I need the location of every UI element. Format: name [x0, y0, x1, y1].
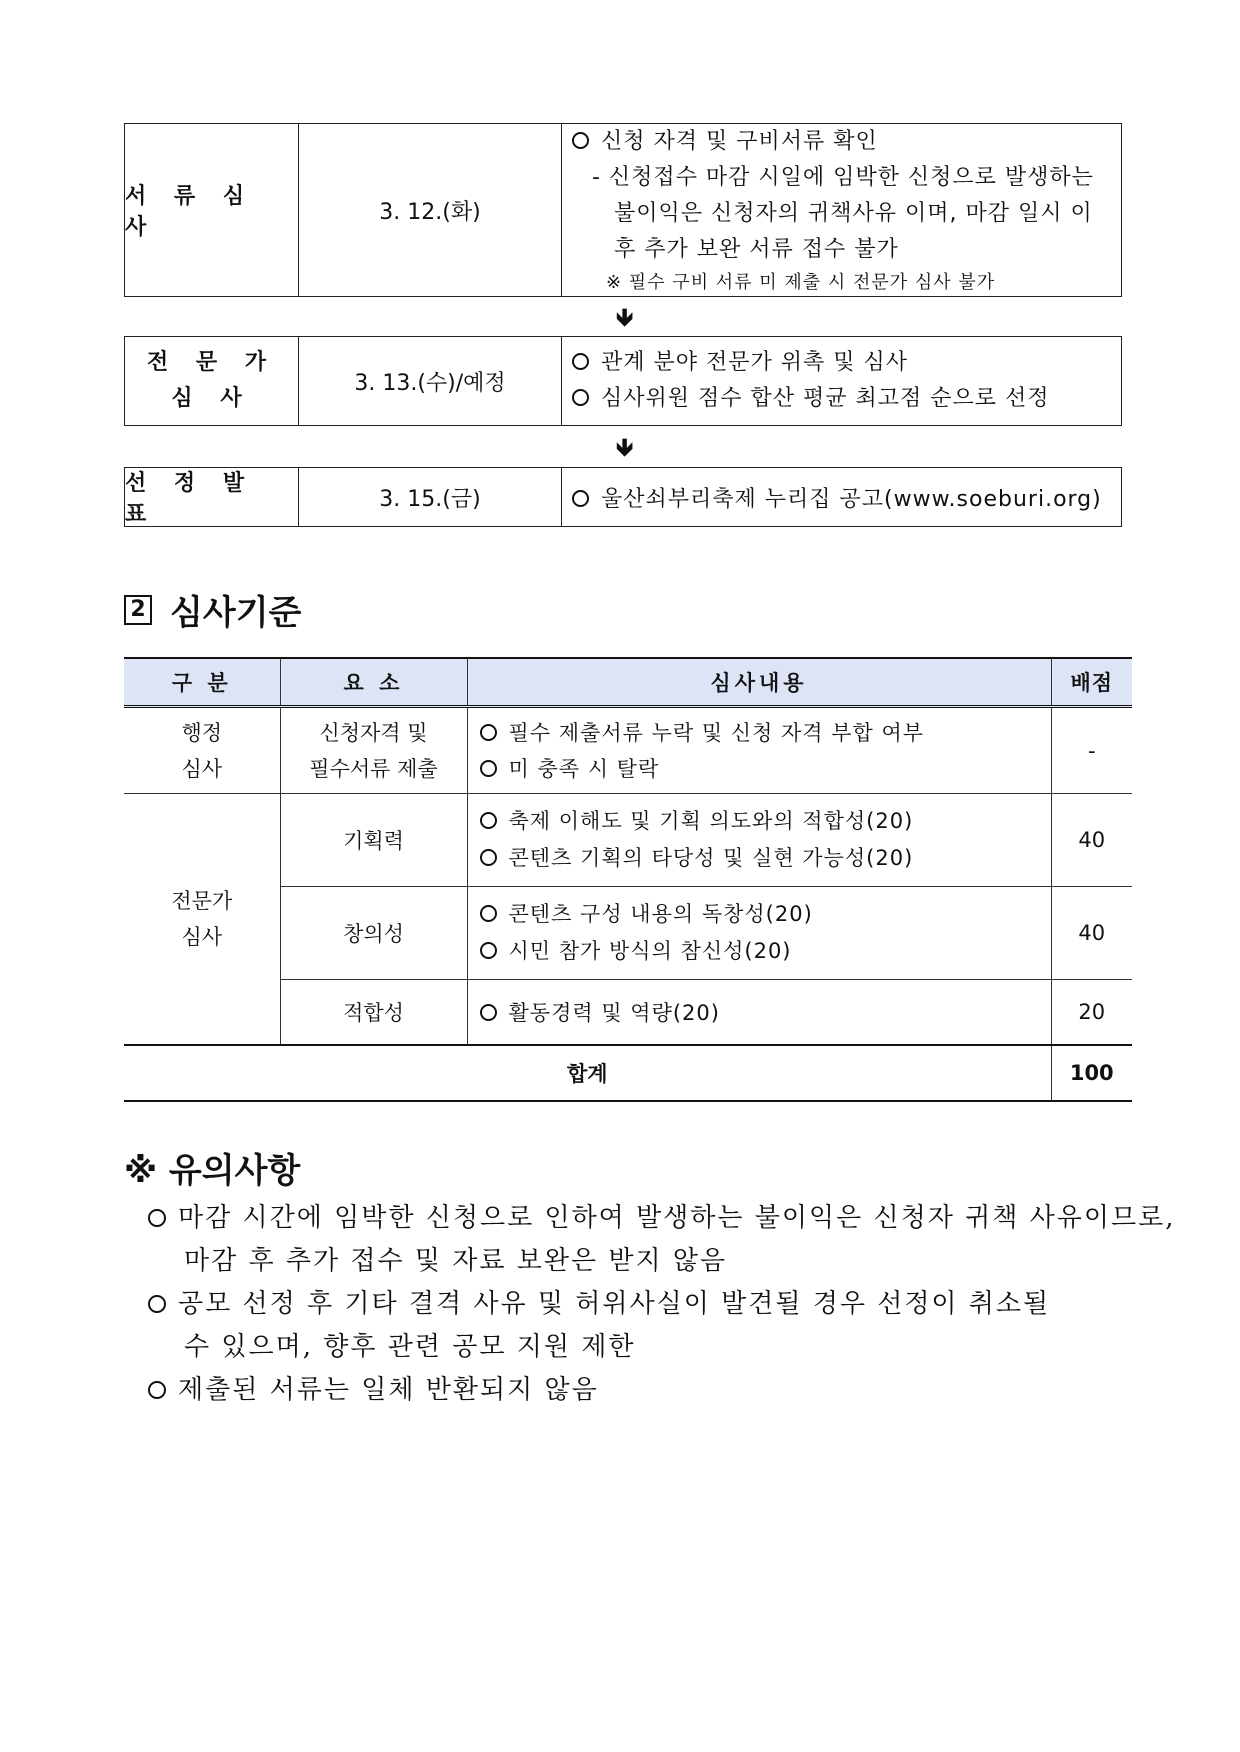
flow-step-note: ※ 필수 구비 서류 미 제출 시 전문가 심사 불가: [606, 272, 996, 293]
table-total-row: [124, 1045, 1132, 1101]
header-category: 구 분: [124, 658, 280, 707]
table-row: [124, 707, 1132, 794]
element-cell: 기획력: [280, 794, 467, 887]
content-cell: 활동경력 및 역량(20): [508, 1000, 720, 1025]
total-label: 합계: [124, 1045, 1051, 1101]
flow-step-date: 3. 15.(금): [299, 468, 562, 526]
score-cell: 40: [1051, 794, 1132, 887]
flow-step-date: 3. 12.(화): [299, 124, 562, 296]
element-cell: 적합성: [280, 980, 467, 1045]
category-cell: 심사: [181, 924, 223, 949]
criteria-table: [124, 657, 1132, 1102]
flow-expert-review: [124, 336, 1122, 426]
content-cell: 시민 참가 방식의 참신성(20): [508, 939, 792, 963]
flow-step-bullet: 관계 분야 전문가 위촉 및 심사: [601, 350, 908, 375]
circle-bullet-icon: [480, 849, 497, 866]
element-cell: 필수서류 제출: [309, 756, 438, 781]
circle-bullet-icon: [480, 760, 497, 777]
table-header-row: [124, 658, 1132, 707]
flow-step-bullet: 신청 자격 및 구비서류 확인: [601, 129, 878, 154]
total-score: 100: [1051, 1045, 1132, 1101]
header-score: 배점: [1051, 658, 1132, 707]
circle-bullet-icon: [572, 353, 589, 370]
content-cell: 필수 제출서류 누락 및 신청 자격 부합 여부: [508, 720, 925, 745]
circle-bullet-icon: [480, 812, 497, 829]
circle-bullet-icon: [148, 1209, 166, 1227]
note-item: 마감 시간에 임박한 신청으로 인하여 발생하는 불이익은 신청자 귀책 사유이므로,: [178, 1203, 1176, 1233]
score-cell: 40: [1051, 887, 1132, 980]
score-cell: 20: [1051, 980, 1132, 1045]
content-cell: 축제 이해도 및 기획 의도와의 적합성(20): [508, 809, 914, 833]
section-title: 심사기준: [170, 593, 302, 633]
flow-step-title: 선 정 발 표: [125, 468, 299, 526]
element-cell: 창의성: [280, 887, 467, 980]
section-heading-criteria: [124, 585, 301, 634]
flow-doc-review: [124, 123, 1122, 297]
circle-bullet-icon: [572, 389, 589, 406]
circle-bullet-icon: [480, 1004, 497, 1021]
circle-bullet-icon: [480, 905, 497, 922]
content-cell: 콘텐츠 기획의 타당성 및 실현 가능성(20): [508, 846, 914, 870]
circle-bullet-icon: [480, 724, 497, 741]
notes-list: [148, 1197, 1175, 1412]
arrow-down-icon: 🡻: [616, 303, 634, 331]
flow-step-dash-line: - 신청접수 마감 시일에 임박한 신청으로 발생하는: [592, 165, 1094, 190]
arrow-down-icon: 🡻: [616, 433, 634, 461]
section-number: 2: [124, 595, 152, 625]
category-cell: 전문가: [171, 888, 233, 913]
note-item: 제출된 서류는 일체 반환되지 않음: [178, 1375, 599, 1405]
table-row: [124, 794, 1132, 887]
flow-step-dash-line: 불이익은 신청자의 귀책사유 이며, 마감 일시 이: [614, 201, 1093, 226]
score-cell: -: [1051, 707, 1132, 794]
circle-bullet-icon: [572, 132, 589, 149]
circle-bullet-icon: [480, 942, 497, 959]
note-item: 공모 선정 후 기타 결격 사유 및 허위사실이 발견될 경우 선정이 취소될: [178, 1289, 1051, 1319]
note-item: 마감 후 추가 접수 및 자료 보완은 받지 않음: [184, 1246, 728, 1276]
flow-step-dash-line: 후 추가 보완 서류 접수 불가: [614, 237, 899, 262]
section-heading-notes: ※ 유의사항: [124, 1151, 301, 1191]
category-cell: 행정: [181, 720, 223, 745]
circle-bullet-icon: [148, 1295, 166, 1313]
flow-step-title: 심 사: [171, 386, 252, 411]
header-content: 심사내용: [467, 658, 1051, 707]
circle-bullet-icon: [148, 1381, 166, 1399]
category-cell: 심사: [181, 756, 223, 781]
header-element: 요 소: [280, 658, 467, 707]
note-item: 수 있으며, 향후 관련 공모 지원 제한: [184, 1332, 636, 1362]
circle-bullet-icon: [572, 490, 589, 507]
flow-step-bullet: 심사위원 점수 합산 평균 최고점 순으로 선정: [601, 386, 1050, 411]
element-cell: 신청자격 및: [319, 720, 428, 745]
content-cell: 콘텐츠 구성 내용의 독창성(20): [508, 902, 813, 926]
flow-step-title: 전 문 가: [146, 350, 277, 375]
flow-step-bullet: 울산쇠부리축제 누리집 공고(www.soeburi.org): [601, 486, 1102, 512]
flow-step-date: 3. 13.(수)/예정: [299, 337, 562, 425]
content-cell: 미 충족 시 탈락: [508, 756, 660, 781]
flow-announce: [124, 467, 1122, 527]
flow-step-title: 서 류 심 사: [125, 124, 299, 296]
